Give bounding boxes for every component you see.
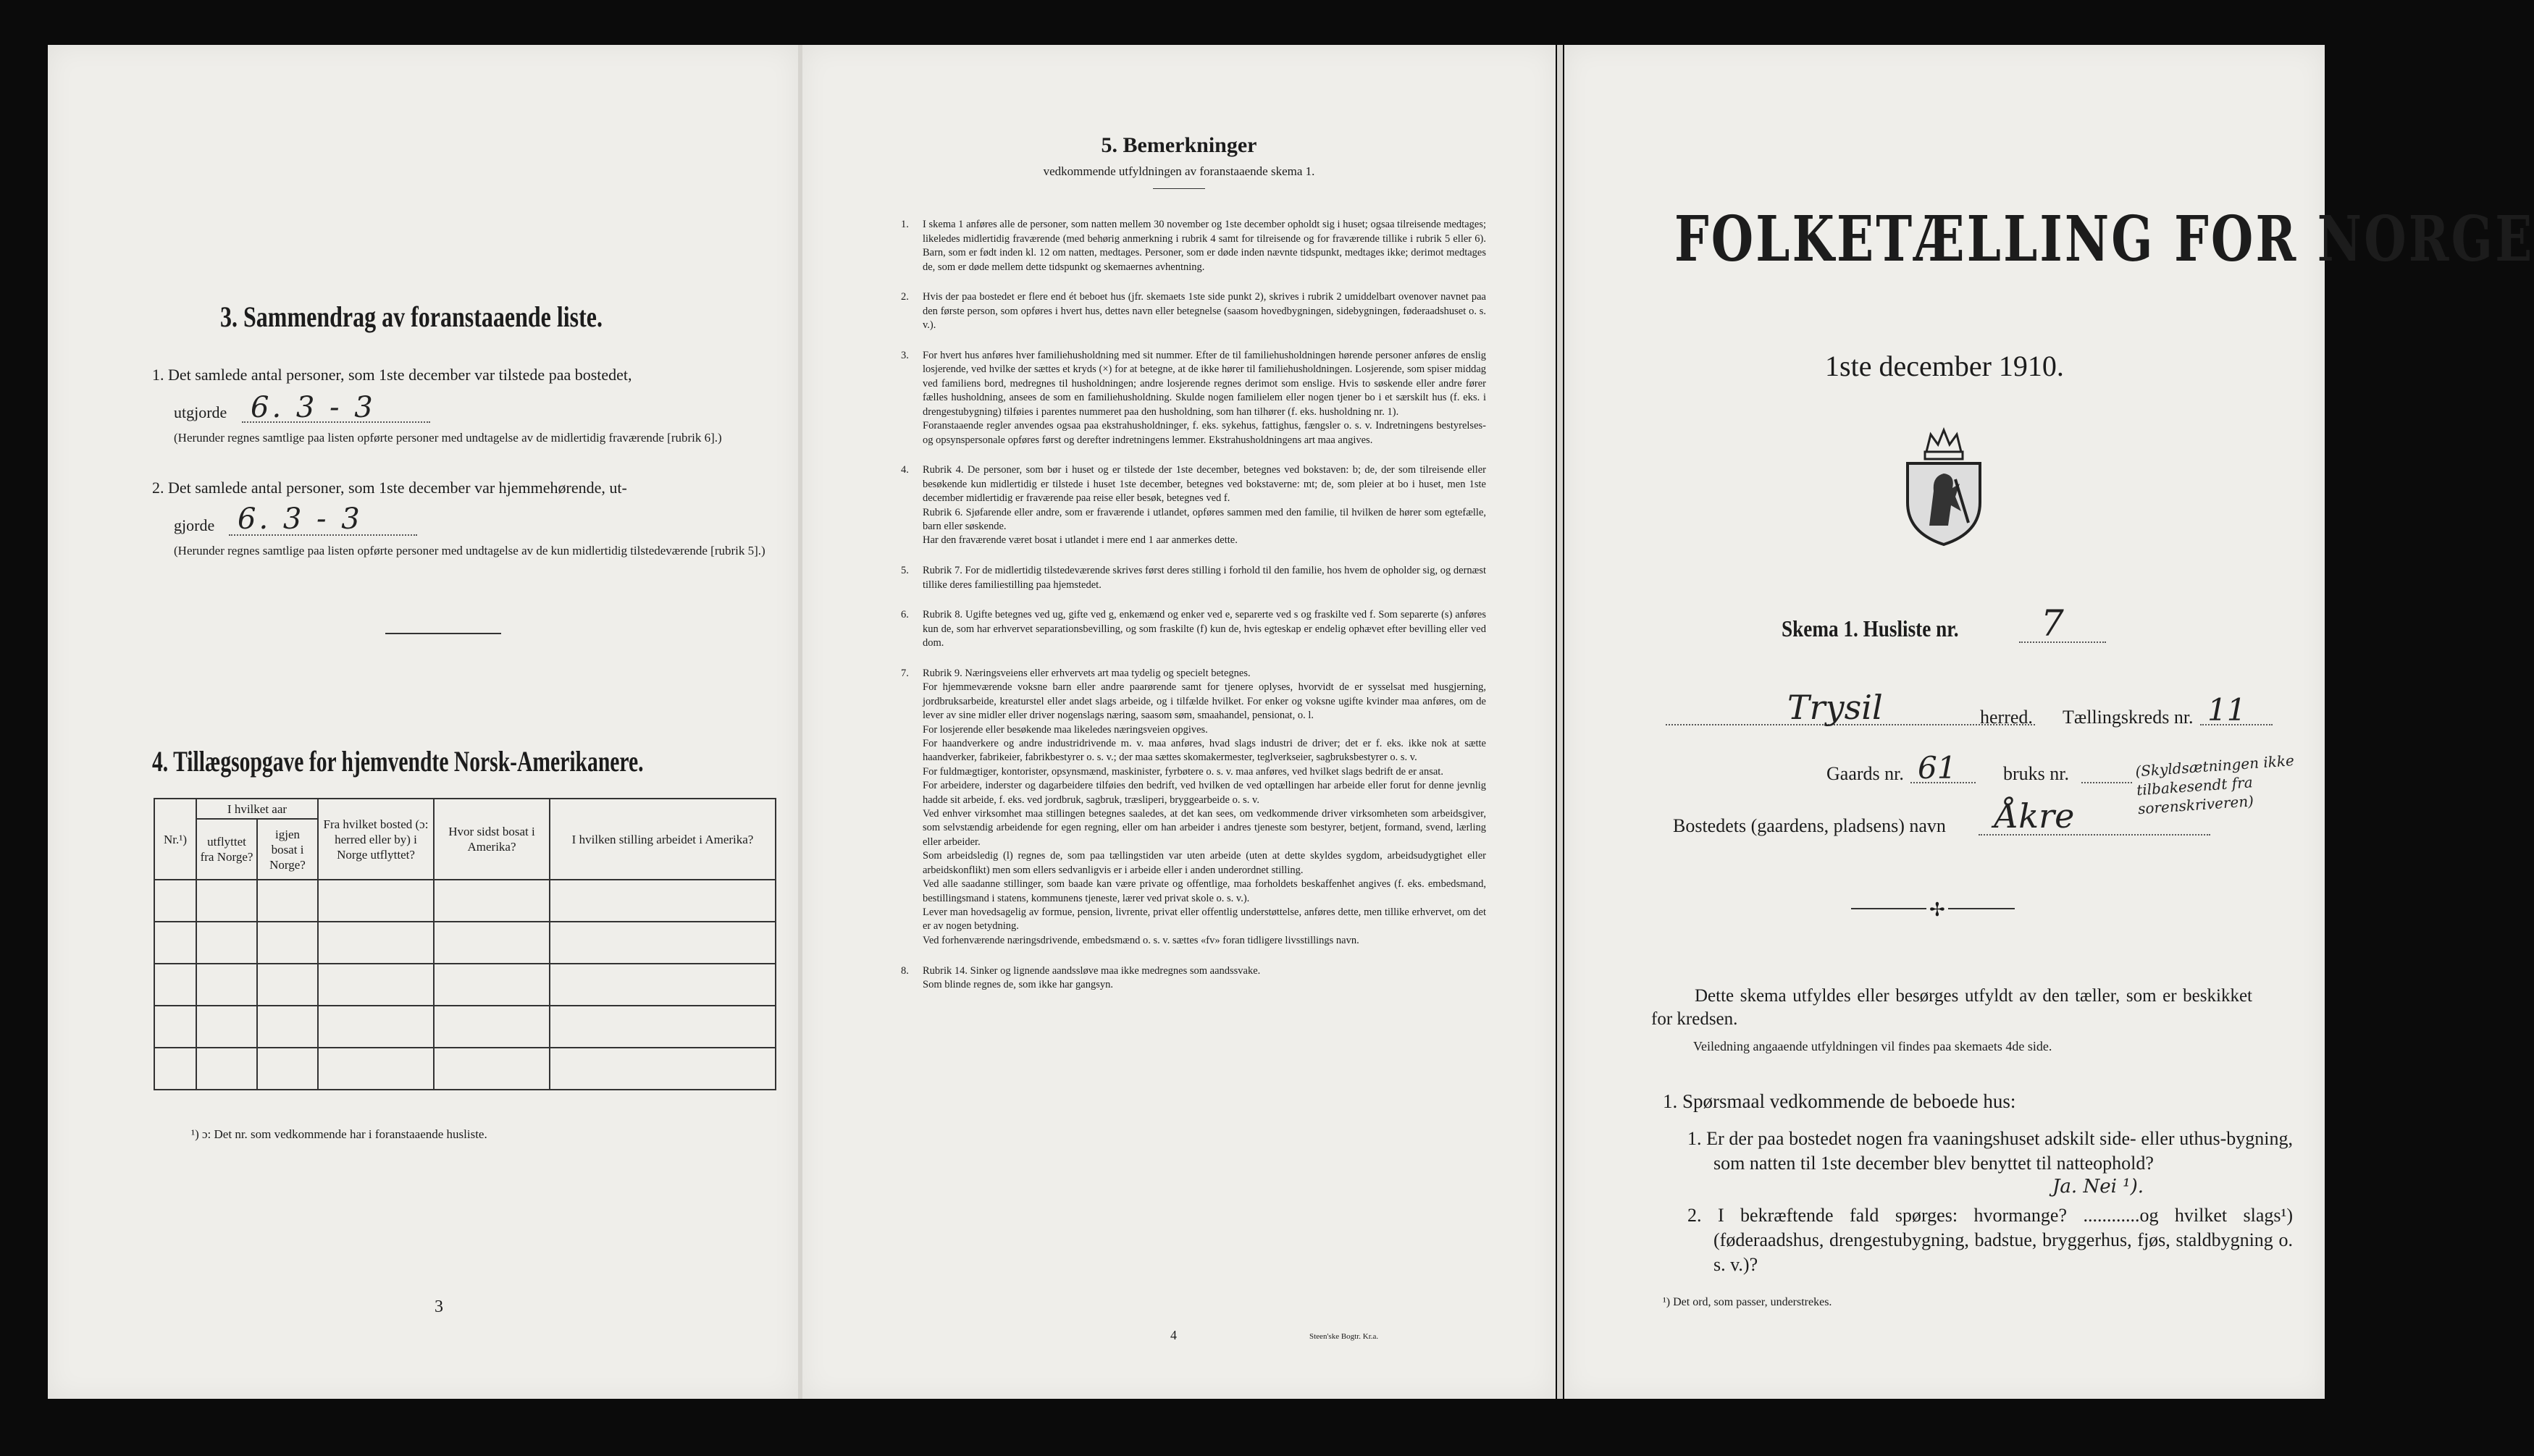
fold-right <box>1557 45 1563 1399</box>
remark-1: 1. I skema 1 anføres alle de personer, som natten mellem 30 november og 1ste december opholdt sig i huset; ogsaa tilreisende medtages; likeledes midlertidig fraværende (med behørig anmerkning i rubrik 4 samt for tilreisende og for fraværende tillike i rubrik 5 eller 6). Barn, som er født inden kl. 12 om natten, medtages. Personer, som er døde inden nævnte tidspunkt, medtages ikke; derimot medtages de, som er døde mellem dette tidspunkt og skemaernes avhentning. <box>901 219 1486 273</box>
instruction-sub: Veiledning angaaende utfyldningen vil findes paa skemaets 4de side. <box>1693 1039 2052 1053</box>
th-igjen: igjen bosat i Norge? <box>257 819 318 880</box>
table-row <box>154 1048 776 1090</box>
middle-page <box>802 45 1556 1399</box>
remark-7: 7. Rubrik 9. Næringsveiens eller erhvervets art maa tydelig og specielt betegnes. For hjemmeværende voksne barn eller andre paarørende samt for tjenere oplyses, hvorvidt de er sysselsat med husgjerning, jordbruksarbeide, kreaturstel eller andet slags arbeide, og i tilfælde hvilket. For enker og voksne ugifte kvinder maa anføres, om de lever av sine midler eller driver nogenslags næring, saasom søm, smaahandel, pensionat, o. l. For losjerende eller besøkende maa likeledes næringsveien opgives. For haandverkere og andre industridrivende m. v. maa anføres, hvad slags industri de driver; det er f. eks. ikke nok at sætte haandverker, fabrikeier, fabrikbestyrer o. s. v.; der maa sættes skomakermester, teglverkseier, sagbruksbestyrer o. s. v. For fuldmægtiger, kontorister, opsynsmænd, maskinister, fyrbøtere o. s. v. maa anføres, ved hvilket slags bedrift de er ansat. For arbeidere, inderster og dagarbeidere tilføies den bedrift, ved hvilken de ved optællingen har arbeide eller forut for denne jevnlig hadde sit arbeide, f. eks. ved jordbruk, sagbruk, træsliperi, bryggearbeide o. s. v. Ved enhver virksomhet maa stillingen betegnes saaledes, at det kan sees, om vedkommende driver virksomheten som arbeidsgiver, som selvstændig arbeidende for egen regning, eller om han arbeider i andres tjeneste som bestyrer, betjent, formand, svend, lærling eller arbeider. Som arbeidsledig (l) regnes de, som paa tællingstiden var uten arbeide (uten at dette skyldes sygdom, arbeidsudygtighet eller arbeidskonflikt) men som ellers sedvanligvis er i arbeide eller i anden underordnet stilling. Ved alle saadanne stillinger, som baade kan være private og offentlige, maa forholdets beskaffenhet angives (f. eks. embedsmand, bestillingsmand i statens, kommunens tjeneste, lærer ved privat skole o. s. v.). Lever man hovedsagelig av formue, pension, livrente, privat eller offentlig understøttelse, anføres dette, men tillike erhvervet, om det er av nogen betydning. Ved forhenværende næringsdrivende, embedsmænd o. s. v. sættes «fv» foran tidligere livsstillings navn. <box>901 668 1486 946</box>
section3-item2: 2. Det samlede antal personer, som 1ste december var hjemmehørende, ut- <box>152 479 627 497</box>
right-page <box>1564 45 2534 1399</box>
th-sidst: Hvor sidst bosat i Amerika? <box>434 799 550 880</box>
kreds-hw: 11 <box>2207 692 2246 728</box>
table-row <box>154 922 776 964</box>
bosted-hw: Åkre <box>1994 796 2075 836</box>
remarks-title-rule <box>1153 188 1205 189</box>
section3-item1-dotline <box>242 421 430 423</box>
right-footnote: ¹) Det ord, som passer, understrekes. <box>1663 1296 1832 1308</box>
skema-number-hw: 7 <box>2041 602 2064 644</box>
gaards-hw: 61 <box>1918 750 1957 786</box>
norsk-amerikanere-table <box>154 798 776 1090</box>
bruks-hw: (Skyldsætningen ikke tilbakesendt fra sorenskriveren) <box>2134 752 2295 818</box>
question-1-2: 2. I bekræftende fald spørges: hvormange? ............og hvilket slags¹) (føderaadshus, drengestubygning, badstue, bryggerhus, fjøs, staldbygning o. s. v.)? <box>1687 1205 2293 1275</box>
section3-item2-handwriting: 6. 3 - 3 <box>238 502 363 536</box>
remark-3: 3. For hvert hus anføres hver familiehusholdning med sit nummer. Efter de til familiehusholdningen hørende personer anføres de enslig losjerende, ved hvilke der sættes et kryds (×) for at betegne, at de ikke hører til familiehusholdningen. Losjerende, som spiser middag ved familiens bord, medregnes til husholdningen; andre losjerende regnes derimot som enslige. Hvis to søskende eller andre fører fælles husholdning, ansees de som en familiehusholdning. Skulde nogen familielem eller nogen tjener bo i et særskilt hus (f. eks. i drengestubygning) tilføies i parentes nummeret paa den husholdning, som han tilhører (f. eks. husholdning nr. 1). Foranstaaende regler anvendes ogsaa paa ekstrahusholdninger, f. eks. sykehus, fattighus, fængsler o. s. v. Indretningens bestyrelses- og opsynspersonale opføres først og derefter indretningens lemmer. Ekstrahusholdningens art maa angives. <box>901 350 1486 446</box>
ornament-glyph: ✢ <box>1926 899 1948 921</box>
section3-item2-prefix: gjorde <box>174 516 215 534</box>
section3-item2-dotline <box>229 534 417 536</box>
gaards-label: Gaards nr. <box>1826 763 1904 784</box>
kreds-label: Tællingskreds nr. <box>2063 707 2194 728</box>
main-title: FOLKETÆLLING FOR NORGE <box>1674 203 2534 276</box>
left-page <box>48 45 798 1399</box>
section3-item1-prefix: utgjorde <box>174 403 227 421</box>
instruction-main: Dette skema utfyldes eller besørges utfyldt av den tæller, som er beskikket for kredsen. <box>1651 986 2252 1029</box>
table-row <box>154 1006 776 1048</box>
th-aar-group: I hvilket aar <box>196 799 318 819</box>
section3-item1-note: (Herunder regnes samtlige paa listen opførte personer med undtagelse av de midlertidig fraværende [rubrik 6].) <box>174 431 722 445</box>
coat-of-arms-icon <box>1897 424 1990 547</box>
th-stilling: I hvilken stilling arbeidet i Amerika? <box>550 799 776 880</box>
section3-item1: 1. Det samlede antal personer, som 1ste december var tilstede paa bostedet, <box>152 366 632 384</box>
section3-title: 3. Sammendrag av foranstaaende liste. <box>220 300 603 333</box>
remarks-subtitle: vedkommende utfyldningen av foranstaaende skema 1. <box>1043 164 1315 178</box>
th-bosted: Fra hvilket bosted (ɔ: herred eller by) i Norge utflyttet? <box>318 799 434 880</box>
skema-label: Skema 1. Husliste nr. <box>1782 615 1959 641</box>
question-1-title: 1. Spørsmaal vedkommende de beboede hus: <box>1663 1090 2016 1112</box>
question-1-1: 1. Er der paa bostedet nogen fra vaaningshuset adskilt side- eller uthus-bygning, som natten til 1ste december blev benyttet til natteophold? <box>1687 1128 2293 1174</box>
bruks-label: bruks nr. <box>2003 763 2069 784</box>
table-row <box>154 964 776 1006</box>
skema-number-dotline <box>2019 641 2106 643</box>
th-utflyttet: utflyttet fra Norge? <box>196 819 257 880</box>
bosted-label: Bostedets (gaardens, pladsens) navn <box>1673 815 1946 836</box>
bruks-dotline <box>2081 782 2132 783</box>
section4-title: 4. Tillægsopgave for hjemvendte Norsk-Amerikanere. <box>152 745 644 778</box>
census-date: 1ste december 1910. <box>1825 350 2064 382</box>
page-number-left: 3 <box>435 1297 443 1316</box>
bosted-dotline <box>1979 834 2210 836</box>
section3-item1-handwriting: 6. 3 - 3 <box>251 391 376 424</box>
gaards-dotline <box>1910 782 1976 783</box>
remark-6: 6. Rubrik 8. Ugifte betegnes ved ug, gifte ved g, enkemænd og enker ved e, separerte ved s og fraskilte ved f. Som separerte (s) anføres kun de, som har erhvervet separationsbevilling, og som fraskilte (f) kun de, hvis egteskap er endelig ophævet efter bevilling eller ved dom. <box>901 609 1486 649</box>
remark-5: 5. Rubrik 7. For de midlertidig tilstedeværende skrives først deres stilling i forhold til den familie, hos hvem de opholder sig, og dernæst tillike deres familiestilling paa hjemstedet. <box>901 565 1486 591</box>
remark-8: 8. Rubrik 14. Sinker og lignende aandssløve maa ikke medregnes som aandssvake. Som blinde regnes de, som ikke har gangsyn. <box>901 964 1261 990</box>
section-divider <box>385 633 501 634</box>
remark-4: 4. Rubrik 4. De personer, som bør i huset og er tilstede der 1ste december, betegnes ved bokstaven: b; de, der som tilreisende eller besøkende kun midlertidig er tilstede i huset 1ste december, betegnes ved bokstaverne: mt; de, som pleier at bo i huset, men 1ste december midlertidig er fraværende paa reise eller besøk, betegnes ved f. Rubrik 6. Sjøfarende eller andre, som er fraværende i utlandet, opføres sammen med den familie, til hvilken de hører som egtefælle, barn eller søskende. Har den fraværende været bosat i utlandet i mere end 1 aar anmerkes dette. <box>901 464 1486 547</box>
herred-hw: Trysil <box>1787 688 1883 727</box>
remarks-title: 5. Bemerkninger <box>1101 133 1257 157</box>
page-number-middle: 4 <box>1170 1328 1177 1342</box>
question-1-1-answer: Ja. Nei ¹). <box>2052 1176 2144 1198</box>
table-row <box>154 880 776 922</box>
remark-2: 2. Hvis der paa bostedet er flere end ét beboet hus (jfr. skemaets 1ste side punkt 2), skrives i rubrik 2 umiddelbart ovenover navnet paa den første person, som opføres i hvert hus, dettes navn eller betegnelse (saasom hovedbygningen, sidebygningen, føderaadshuset o. s. v.). <box>901 291 1486 332</box>
remarks-list <box>901 204 1486 1009</box>
kreds-dotline <box>2200 724 2273 725</box>
th-nr: Nr.¹) <box>154 799 196 880</box>
section4-footnote: ¹) ɔ: Det nr. som vedkommende har i foranstaaende husliste. <box>191 1127 487 1141</box>
printer-mark: Steen'ske Bogtr. Kr.a. <box>1309 1332 1379 1341</box>
section3-item2-note: (Herunder regnes samtlige paa listen opførte personer med undtagelse av de kun midlertidig tilstedeværende [rubrik 5].) <box>174 544 765 557</box>
herred-label: herred. <box>1980 707 2033 728</box>
